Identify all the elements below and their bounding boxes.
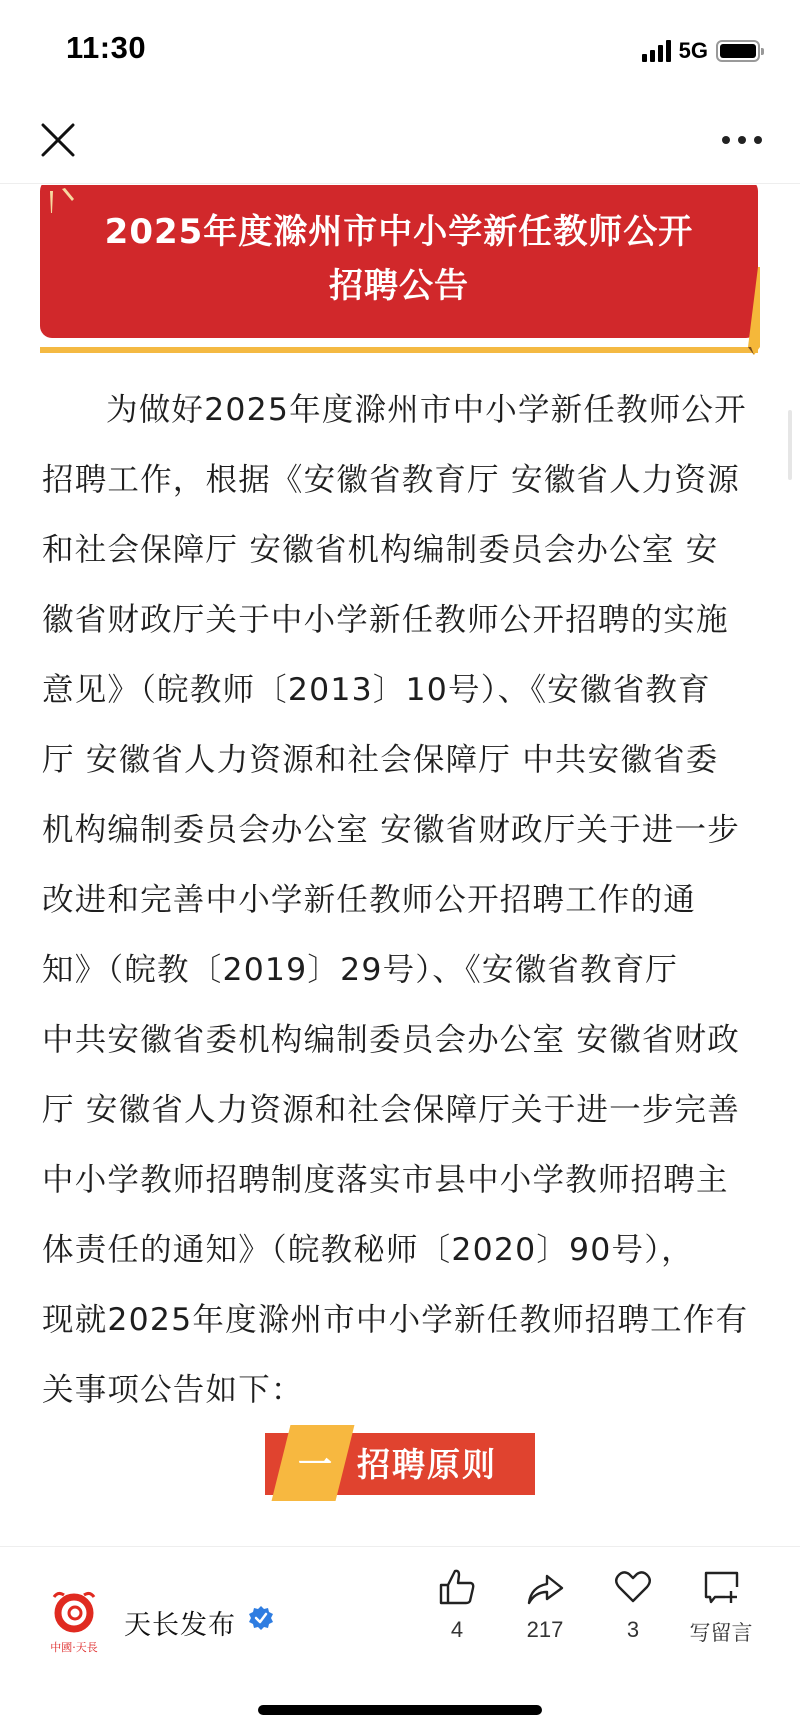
article-title-line1: 2025年度滁州市中小学新任教师公开 <box>104 211 694 252</box>
body-line: 中共安徽省委机构编制委员会办公室 安徽省财政 <box>42 1022 740 1058</box>
svg-text:中國·天長: 中國·天長 <box>50 1641 98 1654</box>
body-line: 和社会保障厅 安徽省机构编制委员会办公室 安 <box>42 532 719 568</box>
body-line: 现就2025年度滁州市中小学新任教师招聘工作有 <box>42 1302 749 1338</box>
sparkle-decoration-icon <box>46 185 86 225</box>
body-line: 厅 安徽省人力资源和社会保障厅 中共安徽省委 <box>42 742 719 778</box>
status-indicators <box>642 38 760 64</box>
write-comment-label: 写留言 <box>689 1621 753 1645</box>
section-label: 招聘原则 <box>357 1445 497 1484</box>
verified-badge-icon <box>248 1605 274 1631</box>
section-number: 一 <box>298 1445 332 1485</box>
scrollbar[interactable] <box>788 410 792 480</box>
share-icon <box>525 1567 565 1607</box>
publisher-name[interactable]: 天长发布 <box>124 1610 236 1641</box>
body-line: 机构编制委员会办公室 安徽省财政厅关于进一步 <box>42 812 740 848</box>
more-horizontal-icon <box>722 136 730 144</box>
comment-add-icon <box>701 1567 741 1607</box>
status-bar <box>0 0 800 100</box>
like-count: 4 <box>450 1617 464 1642</box>
network-type: 5G <box>678 38 708 63</box>
body-line: 为做好2025年度滁州市中小学新任教师公开 <box>106 392 747 428</box>
write-comment-button[interactable] <box>676 1567 766 1647</box>
home-indicator[interactable] <box>258 1705 542 1715</box>
body-line: 意见》（皖教师〔2013〕10号）、《安徽省教育 <box>42 672 711 708</box>
thumbs-up-icon <box>437 1567 477 1607</box>
bottom-bar <box>0 1546 800 1731</box>
close-button[interactable] <box>38 120 78 160</box>
status-time: 11:30 <box>66 30 147 65</box>
nav-bar <box>0 100 800 184</box>
pencil-decoration-icon <box>744 267 760 357</box>
body-line: 体责任的通知》（皖教秘师〔2020〕90号）， <box>42 1232 694 1268</box>
battery-full-icon <box>716 40 760 62</box>
share-button[interactable] <box>500 1567 590 1643</box>
banner-background <box>40 185 758 338</box>
banner-underline <box>40 347 758 353</box>
heart-icon <box>613 1567 653 1607</box>
signal-icon <box>642 40 671 62</box>
section-heading <box>265 1425 535 1495</box>
close-icon <box>38 120 78 160</box>
like-button[interactable] <box>412 1567 502 1643</box>
body-line: 徽省财政厅关于中小学新任教师公开招聘的实施 <box>42 602 729 638</box>
favorite-count: 3 <box>626 1617 640 1642</box>
body-line: 改进和完善中小学新任教师公开招聘工作的通 <box>42 882 697 918</box>
body-line: 厅 安徽省人力资源和社会保障厅关于进一步完善 <box>42 1092 740 1128</box>
body-line: 中小学教师招聘制度落实市县中小学教师招聘主 <box>42 1162 729 1198</box>
more-options-button[interactable] <box>722 130 762 150</box>
share-count: 217 <box>526 1617 564 1642</box>
body-line: 知》（皖教〔2019〕29号）、《安徽省教育厅 <box>42 952 679 988</box>
article-title-line2: 招聘公告 <box>329 265 469 306</box>
title-banner <box>40 185 758 355</box>
article-body <box>42 375 758 1425</box>
publisher-logo-icon[interactable] <box>44 1587 104 1657</box>
article-content[interactable] <box>0 185 800 1545</box>
favorite-button[interactable] <box>588 1567 678 1643</box>
body-line: 招聘工作，根据《安徽省教育厅 安徽省人力资源 <box>42 462 740 498</box>
body-line: 关事项公告如下： <box>42 1372 304 1408</box>
